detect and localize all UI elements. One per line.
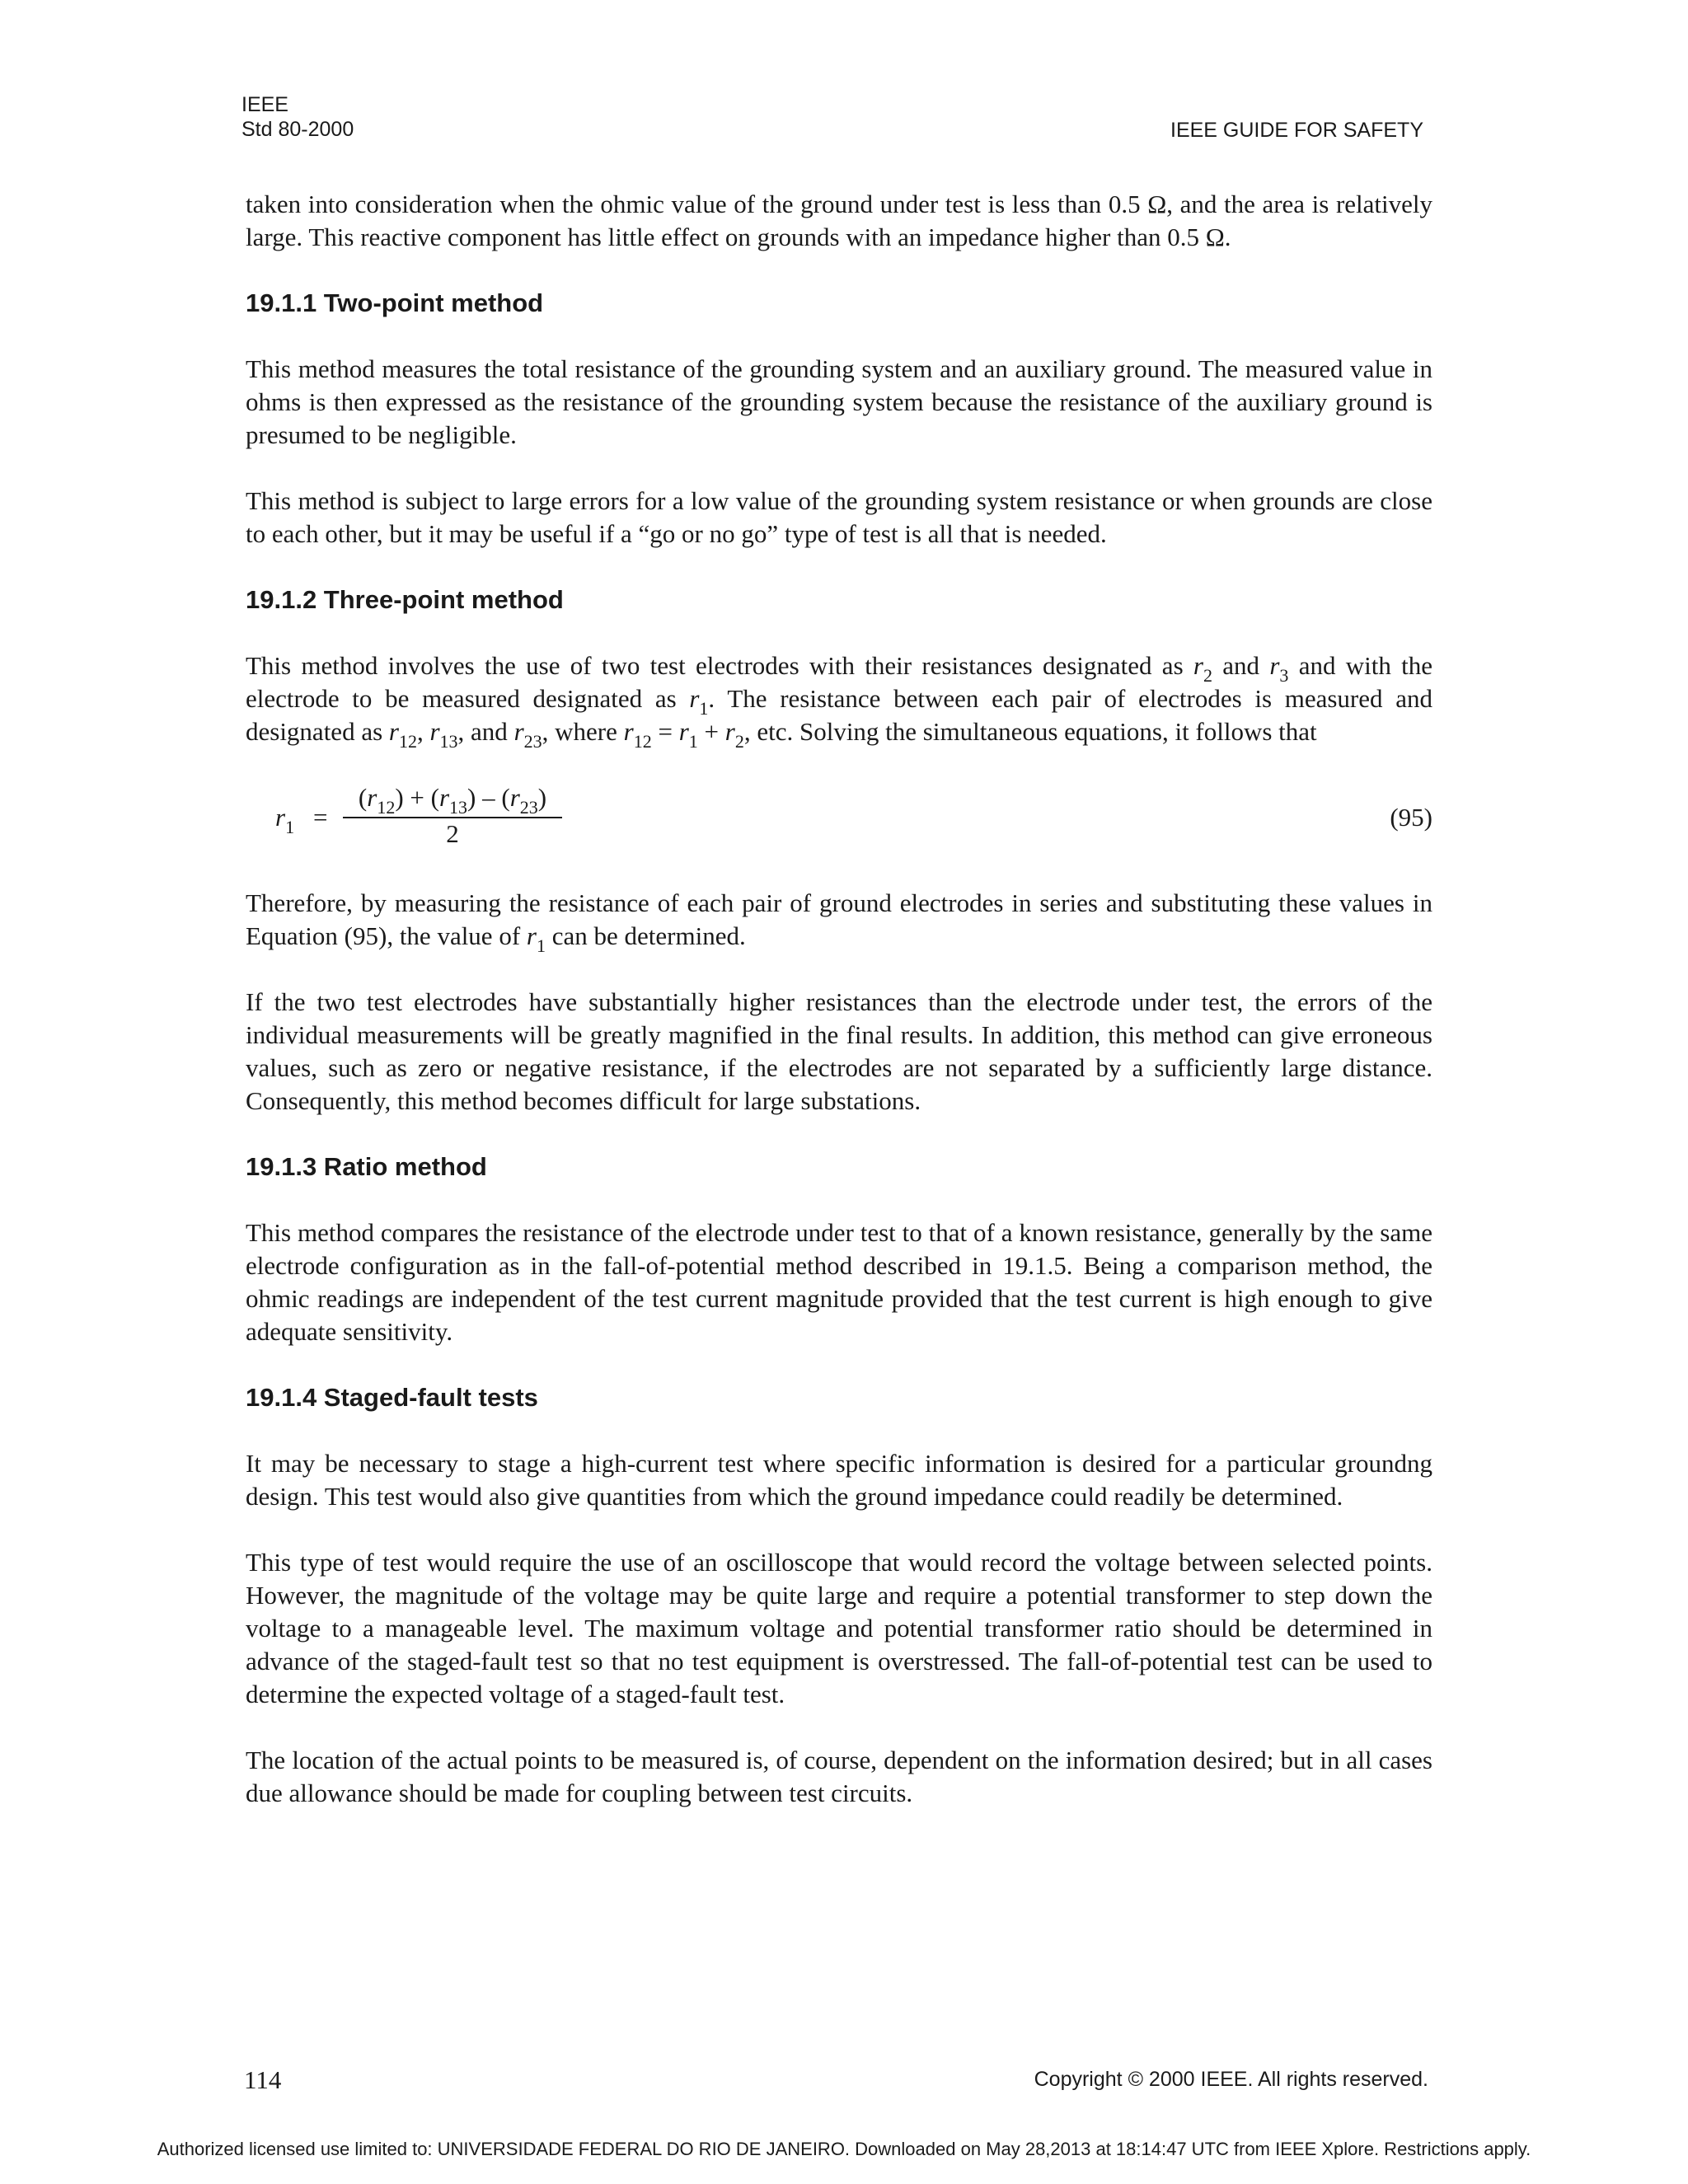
intro-paragraph: taken into consideration when the ohmic value of the ground under test is less than 0.5 Ω, and the area is relatively large. This reactive component has little effect on grounds with an impedance higher than 0.5 Ω. <box>246 190 1432 251</box>
section-heading-three-point: 19.1.2 Three-point method <box>246 585 564 614</box>
license-notice: Authorized licensed use limited to: UNIVERSIDADE FEDERAL DO RIO DE JANEIRO. Downloaded on May 28,2013 at 18:14:47 UTC from IEEE Xplore. Restrictions apply. <box>157 2139 1531 2159</box>
two-point-paragraph-1: This method measures the total resistance of the grounding system and an auxiliary ground. The measured value in ohms is then expressed as the resistance of the grounding system because the resistance of the auxiliary ground is presumed to be negligible. <box>246 354 1432 449</box>
body-content <box>246 188 1432 1843</box>
equation-fraction <box>343 781 562 850</box>
header-org: IEEE <box>241 93 288 116</box>
equation-numerator: $(r_{12}) + (r_{13}) - (r_{23})$ <box>343 781 562 818</box>
section-heading-two-point: 19.1.1 Two-point method <box>246 288 544 317</box>
ratio-paragraph-1: This method compares the resistance of the electrode under test to that of a known resistance, generally by the same electrode configuration as in the fall-of-potential method described in 19.1.5. Being a comparison method, the ohmic readings are independent of the test current magnitude provided that the test current is high enough to give adequate sensitivity. <box>246 1218 1432 1346</box>
equation-lhs: $r_1$ <box>275 803 295 837</box>
section-heading-ratio: 19.1.3 Ratio method <box>246 1152 487 1181</box>
header-std-number: Std 80-2000 <box>241 118 354 141</box>
three-point-paragraph-3: If the two test electrodes have substantially higher resistances than the electrode under test, the errors of the individual measurements will be greatly magnified in the final results. In addition, this method can give erroneous values, such as zero or negative resistance, if the electrodes are not separated by a sufficiently large distance. Consequently, this method becomes difficult for large substations. <box>246 987 1432 1115</box>
three-point-paragraph-2: Therefore, by measuring the resistance of each pair of ground electrodes in series and substituting these values in Equation (95), the value of $r_1$ can be determined. <box>246 888 1432 956</box>
equation-equals-sign: = <box>313 803 328 832</box>
page-number: 114 <box>244 2065 282 2094</box>
equation-denominator: 2 <box>446 819 459 848</box>
equation-number: (95) <box>1390 803 1432 832</box>
copyright-notice: Copyright © 2000 IEEE. All rights reserved. <box>1034 2068 1428 2091</box>
running-header-left <box>241 92 354 142</box>
three-point-paragraph-1: This method involves the use of two test electrodes with their resistances designated as $r_2$ and $r_3$ and with the electrode to be measured designated as $r_1$. The resistance between each pair of electrodes is measured and designated as $r_{12}$, $r_{13}$, and $r_{23}$, where $r_{12} = r_1 + r_2$, etc. Solving the simultaneous equations, it follows that <box>246 651 1432 752</box>
two-point-paragraph-2: This method is subject to large errors for a low value of the grounding system resistance or when grounds are close to each other, but it may be useful if a “go or no go” type of test is all that is needed. <box>246 486 1432 548</box>
running-header-title: IEEE GUIDE FOR SAFETY <box>1170 119 1423 142</box>
staged-fault-paragraph-1: It may be necessary to stage a high-current test where specific information is desired for a particular groundng design. This test would also give quantities from which the ground impedance could readily be determined. <box>246 1449 1432 1511</box>
equation-95 <box>246 781 1432 854</box>
section-heading-staged-fault: 19.1.4 Staged-fault tests <box>246 1383 538 1412</box>
staged-fault-paragraph-2: This type of test would require the use of an oscilloscope that would record the voltage between selected points. However, the magnitude of the voltage may be quite large and require a potential transformer to step down the voltage to a manageable level. The maximum voltage and potential transformer ratio should be determined in advance of the staged-fault test so that no test equipment is overstressed. The fall-of-potential test can be used to determine the expected voltage of a staged-fault test. <box>246 1548 1432 1708</box>
staged-fault-paragraph-3: The location of the actual points to be measured is, of course, dependent on the information desired; but in all cases due allowance should be made for coupling between test circuits. <box>246 1746 1432 1807</box>
